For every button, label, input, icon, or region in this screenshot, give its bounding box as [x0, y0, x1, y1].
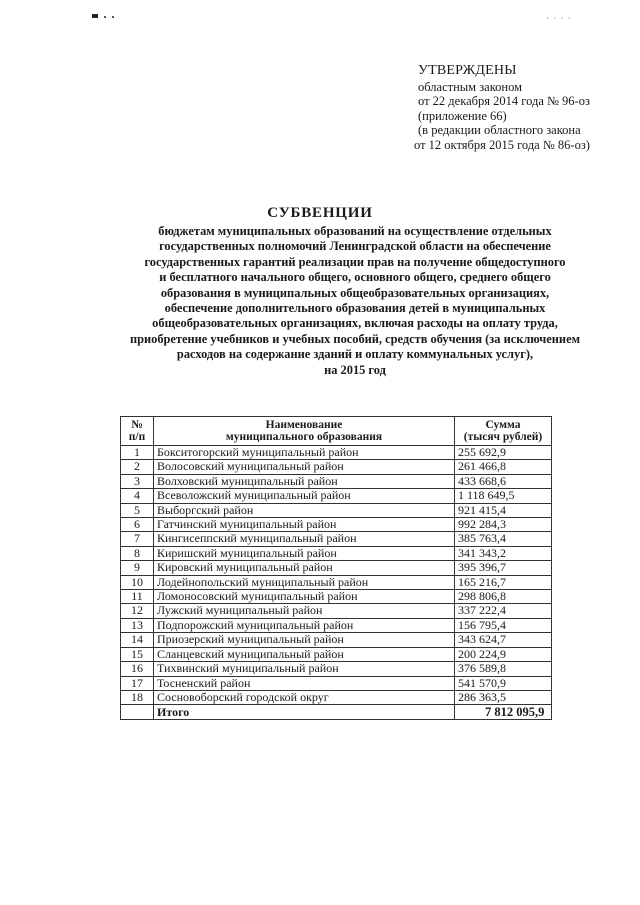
row-name: Кингисеппский муниципальный район [154, 532, 455, 546]
table-row [121, 633, 552, 647]
table-total-row [121, 705, 552, 720]
row-name: Ломоносовский муниципальный район [154, 590, 455, 604]
row-num: 7 [121, 532, 154, 546]
row-sum: 395 396,7 [455, 561, 552, 575]
row-name: Выборгский район [154, 503, 455, 517]
approval-block [414, 63, 628, 153]
subtitle-line: обеспечение дополнительного образования детей в муниципальных [164, 301, 546, 316]
table-row [121, 662, 552, 676]
table-row [121, 546, 552, 560]
subtitle-line: государственных полномочий Ленинградской области на обеспечение [159, 239, 551, 254]
table-row [121, 575, 552, 589]
approval-line: областным законом [418, 79, 523, 94]
row-sum: 165 216,7 [455, 575, 552, 589]
table-row [121, 518, 552, 532]
approval-line: (в редакции областного закона [418, 123, 581, 138]
document-title: СУБВЕНЦИИ [267, 205, 373, 221]
subsidies-table [120, 416, 552, 720]
row-sum: 385 763,4 [455, 532, 552, 546]
scan-artifact-dot [104, 16, 106, 18]
table-header-row [121, 417, 552, 446]
total-sum: 7 812 095,9 [455, 705, 552, 720]
table-row [121, 460, 552, 474]
table-row [121, 489, 552, 503]
row-num: 9 [121, 561, 154, 575]
row-sum: 261 466,8 [455, 460, 552, 474]
subtitle-line: бюджетам муниципальных образований на осуществление отдельных [158, 224, 552, 238]
table-row [121, 618, 552, 632]
row-num: 4 [121, 489, 154, 503]
row-name: Тихвинский муниципальный район [154, 662, 455, 676]
subtitle-line: расходов на содержание зданий и оплату коммунальных услуг), [176, 347, 534, 362]
row-sum: 433 668,6 [455, 474, 552, 488]
table-row [121, 446, 552, 460]
row-sum: 992 284,3 [455, 518, 552, 532]
row-num: 12 [121, 604, 154, 618]
row-sum: 341 343,2 [455, 546, 552, 560]
row-name: Лужский муниципальный район [154, 604, 455, 618]
approval-line: от 12 октября 2015 года № 86-оз) [414, 137, 590, 152]
row-num: 1 [121, 446, 154, 460]
row-num: 8 [121, 546, 154, 560]
row-sum: 337 222,4 [455, 604, 552, 618]
total-num-cell [121, 705, 154, 720]
header-sum [455, 417, 552, 446]
row-sum: 541 570,9 [455, 676, 552, 690]
table-row [121, 604, 552, 618]
row-name: Волосовский муниципальный район [154, 460, 455, 474]
row-sum: 376 589,8 [455, 662, 552, 676]
row-sum: 286 363,5 [455, 690, 552, 704]
row-sum: 200 224,9 [455, 647, 552, 661]
subtitle-line: государственных гарантий реализации прав на получение общедоступного [144, 254, 566, 269]
table-row [121, 590, 552, 604]
row-name: Волховский муниципальный район [154, 474, 455, 488]
row-num: 18 [121, 690, 154, 704]
total-label: Итого [154, 705, 455, 720]
subtitle-line: общеобразовательных организациях, включая расходы на оплату труда, [152, 316, 558, 331]
row-name: Бокситогорский муниципальный район [154, 446, 455, 460]
table-row [121, 532, 552, 546]
row-num: 3 [121, 474, 154, 488]
row-num: 11 [121, 590, 154, 604]
row-num: 14 [121, 633, 154, 647]
header-num-line: № [131, 418, 143, 431]
row-num: 15 [121, 647, 154, 661]
table-row [121, 561, 552, 575]
row-name: Приозерский муниципальный район [154, 633, 455, 647]
subtitle-line: образования в муниципальных общеобразовательных организациях, [160, 285, 550, 300]
row-num: 13 [121, 618, 154, 632]
subtitle-line: на 2015 год [324, 362, 386, 377]
row-name: Лодейнопольский муниципальный район [154, 575, 455, 589]
row-name: Гатчинский муниципальный район [154, 518, 455, 532]
subtitle-line: и бесплатного начального общего, основного общего, среднего общего [159, 270, 551, 285]
approval-title: УТВЕРЖДЕНЫ [418, 63, 517, 78]
row-num: 17 [121, 676, 154, 690]
header-name-line: Наименование [265, 418, 343, 431]
table-row [121, 690, 552, 704]
row-name: Кировский муниципальный район [154, 561, 455, 575]
row-num: 6 [121, 518, 154, 532]
scan-corner-mark: · · · · [546, 13, 572, 23]
header-num [121, 417, 154, 446]
scan-artifact-dot [112, 16, 114, 18]
approval-line: (приложение 66) [418, 108, 507, 123]
scan-artifact [92, 14, 98, 18]
row-name: Киришский муниципальный район [154, 546, 455, 560]
header-sum-line: Сумма [485, 418, 521, 431]
header-sum-line: (тысяч рублей) [463, 431, 543, 443]
document-subtitle [110, 224, 600, 378]
row-sum: 1 118 649,5 [455, 489, 552, 503]
row-name: Тосненский район [154, 676, 455, 690]
header-num-line: п/п [128, 431, 146, 443]
header-name-line: муниципального образования [225, 431, 383, 443]
header-name [154, 417, 455, 446]
row-name: Всеволожский муниципальный район [154, 489, 455, 503]
row-name: Подпорожский муниципальный район [154, 618, 455, 632]
row-sum: 343 624,7 [455, 633, 552, 647]
subtitle-line: приобретение учебников и учебных пособий, средств обучения (за исключением [129, 331, 581, 346]
table-row [121, 676, 552, 690]
row-sum: 298 806,8 [455, 590, 552, 604]
row-num: 2 [121, 460, 154, 474]
table-row [121, 647, 552, 661]
row-name: Сосновоборский городской округ [154, 690, 455, 704]
row-num: 5 [121, 503, 154, 517]
approval-line: от 22 декабря 2014 года № 96-оз [418, 94, 590, 109]
table-row [121, 474, 552, 488]
row-num: 10 [121, 575, 154, 589]
row-name: Сланцевский муниципальный район [154, 647, 455, 661]
row-sum: 255 692,9 [455, 446, 552, 460]
row-sum: 156 795,4 [455, 618, 552, 632]
row-sum: 921 415,4 [455, 503, 552, 517]
row-num: 16 [121, 662, 154, 676]
table-row [121, 503, 552, 517]
